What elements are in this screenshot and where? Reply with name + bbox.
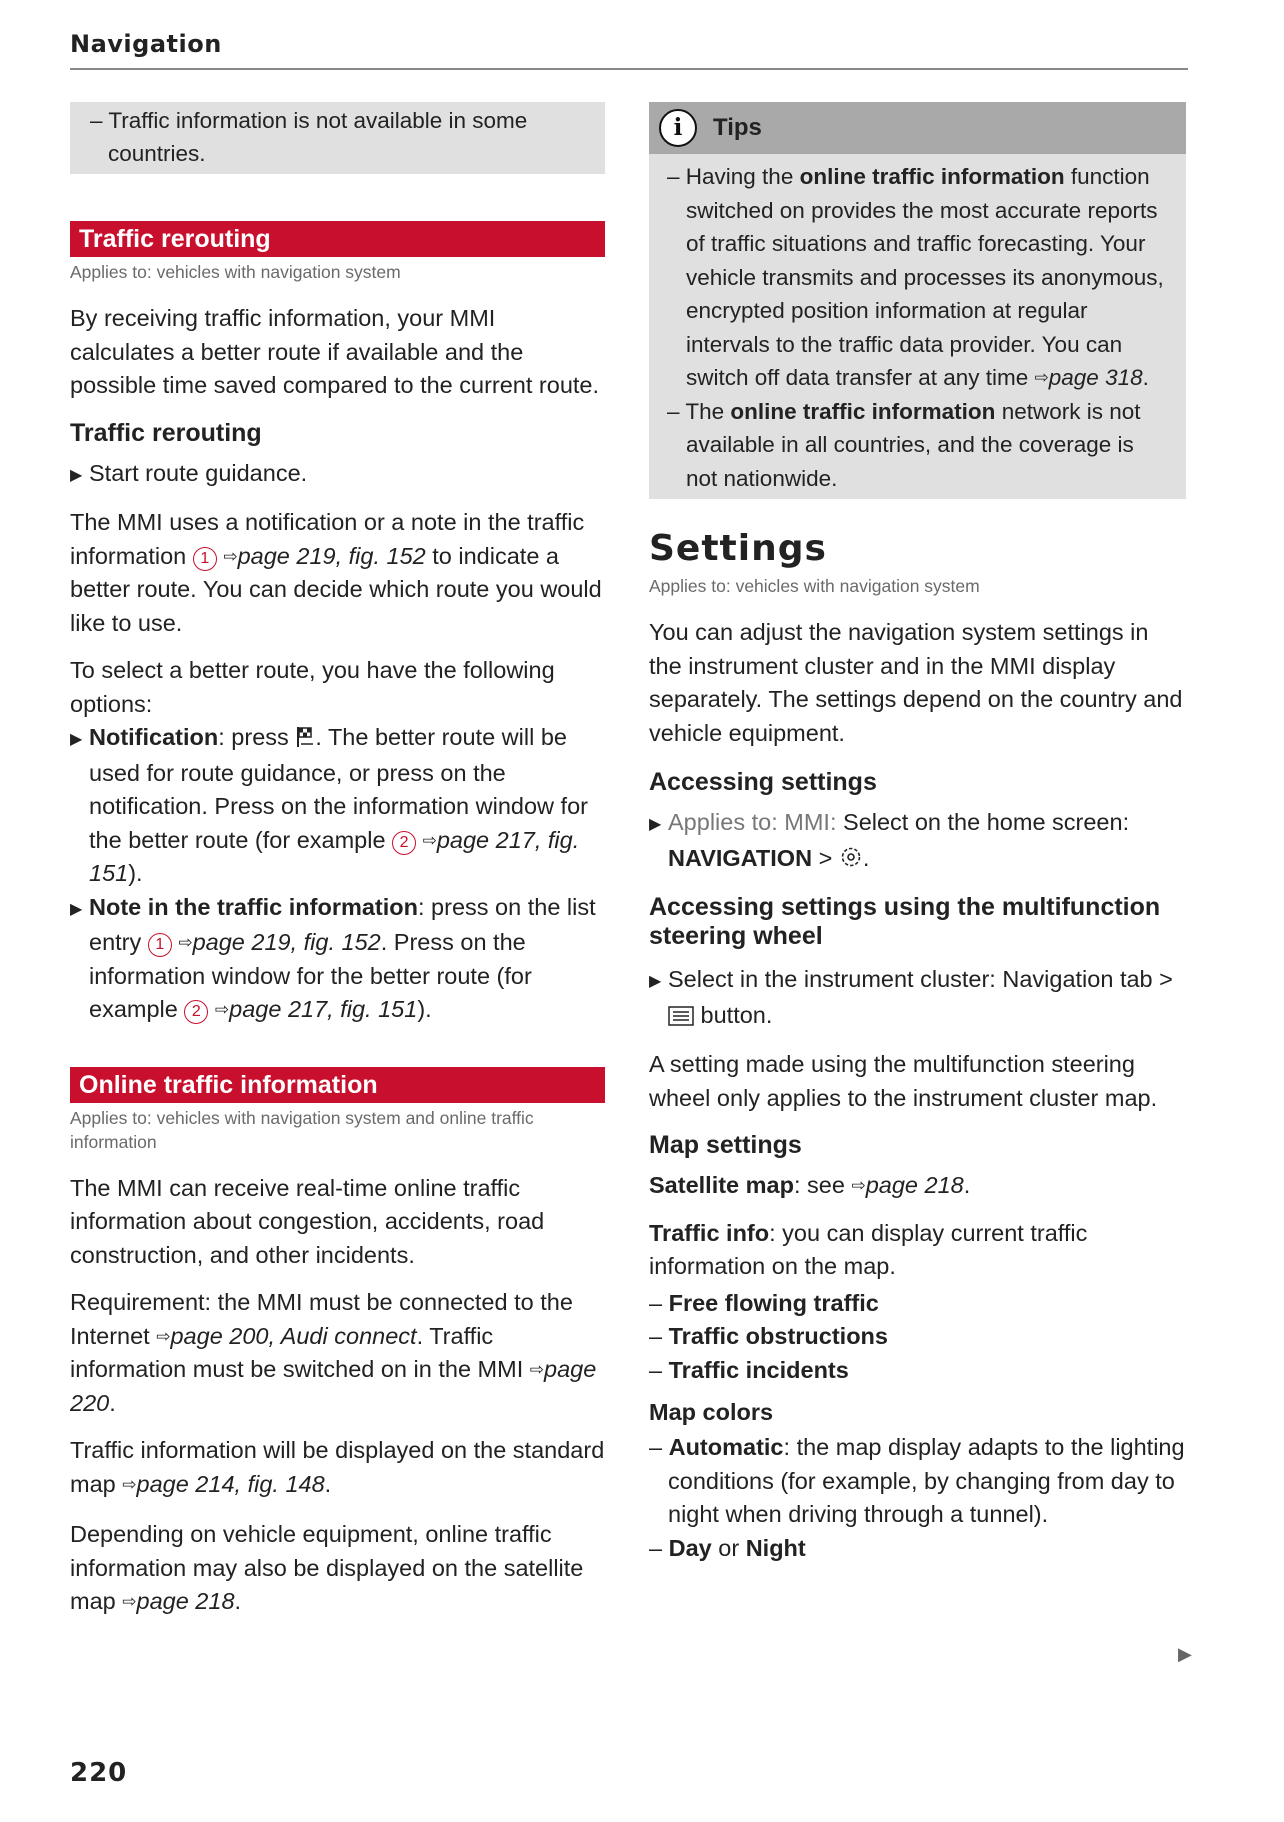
page-reference-link[interactable]: ⇨page 220: [70, 1356, 597, 1416]
tips-header: [649, 102, 1186, 154]
page-reference-link[interactable]: ⇨page 318: [1034, 365, 1143, 390]
left-column: [70, 102, 605, 1619]
right-column: [649, 102, 1186, 1565]
page-reference-link[interactable]: ⇨page 200, Audi connect: [156, 1322, 417, 1349]
tip-item: – Having the online traffic information function switched on provides the most accurate reports of traffic situations and traffic forecasting. Your vehicle transmits and processes its anonymous, encrypted position information at regular intervals to the traffic data provider. You can switch off data transfer at any time ⇨page 318.: [667, 164, 1164, 390]
arrow-right-icon: ⇨: [422, 830, 437, 850]
subheading-accessing-settings: Accessing settings: [649, 768, 877, 796]
bullet-triangle-icon: ▶: [70, 466, 83, 484]
arrow-right-icon: ⇨: [214, 1000, 230, 1019]
online-paragraph-1: The MMI can receive real-time online traffic information about congestion, accidents, road construction, and other incidents.: [70, 1174, 545, 1268]
traffic-info-option: – Traffic obstructions: [649, 1323, 888, 1349]
bullet-triangle-icon: ▶: [649, 816, 662, 833]
page-reference-link[interactable]: ⇨page 219, fig. 152: [178, 929, 381, 955]
arrow-right-icon: ⇨: [122, 1592, 137, 1611]
bullet-triangle-icon: ▶: [70, 731, 83, 748]
navigation-menu-label: NAVIGATION: [668, 844, 813, 871]
settings-gear-icon: [839, 845, 863, 869]
msw-note: A setting made using the multifunction steering wheel only applies to the instrument cluster map.: [649, 1051, 1158, 1111]
tips-box: [649, 102, 1186, 499]
page-header: [70, 30, 1188, 58]
traffic-info-setting: Traffic info: you can display current traffic information on the map.: [649, 1219, 1088, 1279]
traffic-info-option: – Free flowing traffic: [649, 1289, 879, 1316]
section-title-settings: Settings: [649, 528, 827, 569]
callout-2-icon: 2: [184, 1000, 208, 1024]
settings-intro: You can adjust the navigation system settings in the instrument cluster and in the MMI display separately. The settings depend on the country and vehicle equipment.: [649, 619, 1183, 746]
section-heading-traffic-rerouting: Traffic rerouting: [70, 221, 605, 257]
header-title: Navigation: [70, 30, 222, 58]
online-paragraph-4: Depending on vehicle equipment, online traffic information may also be displayed on the satellite map ⇨page 218.: [70, 1521, 584, 1614]
section-heading-online-traffic-information: Online traffic information: [70, 1067, 605, 1103]
page-reference-link[interactable]: ⇨page 217, fig. 151: [89, 826, 580, 886]
page-reference-link[interactable]: ⇨page 218: [851, 1172, 964, 1198]
map-color-day-night: – Day or Night: [649, 1534, 806, 1561]
tip-item: – The online traffic information network is not available in all countries, and the coverage is not nationwide.: [667, 398, 1141, 491]
applies-to-label: Applies to: vehicles with navigation system: [649, 576, 980, 596]
step-multifunction-steering-wheel: ▶ Select in the instrument cluster: Navigation tab > button.: [649, 966, 1173, 1028]
menu-list-icon: [668, 1006, 694, 1026]
satellite-map-setting: Satellite map: see ⇨page 218.: [649, 1172, 971, 1198]
map-color-automatic: – Automatic: the map display adapts to the lighting conditions (for example, by changing from day to night when driving through a tunnel).: [649, 1434, 1185, 1527]
header-rule: [70, 68, 1188, 70]
continued-arrow-icon: ▶: [1178, 1644, 1192, 1664]
tips-body: [649, 154, 1186, 499]
arrow-right-icon: ⇨: [156, 1326, 171, 1346]
page-reference-link[interactable]: ⇨page 218: [122, 1588, 235, 1614]
step-start-route-guidance: ▶ Start route guidance.: [70, 457, 605, 493]
option-notification: ▶ Notification: press . The better route will be used for route guidance, or press on the notification. Press on the information window for the better route (for example 2 ⇨page 217, fig. 151).: [70, 724, 588, 886]
rerouting-paragraph-2: The MMI uses a notification or a note in the traffic information 1 ⇨page 219, fig. 152 to indicate a better route. You can decide which route you would like to use.: [70, 509, 602, 636]
page-reference-link[interactable]: ⇨page 214, fig. 148: [122, 1470, 325, 1497]
bullet-triangle-icon: ▶: [649, 973, 662, 990]
callout-2-icon: 2: [392, 831, 416, 855]
arrow-right-icon: ⇨: [1034, 368, 1049, 387]
page-reference-link[interactable]: ⇨page 217, fig. 151: [214, 996, 418, 1022]
callout-1-icon: 1: [193, 547, 217, 571]
subheading-multifunction-steering-wheel: Accessing settings using the multifunction steering wheel: [649, 893, 1161, 950]
arrow-right-icon: ⇨: [529, 1360, 545, 1379]
option-note-in-traffic-information: ▶ Note in the traffic information: press on the list entry 1 ⇨page 219, fig. 152. Press on the information window for the better route (for example 2 ⇨page 217, fig. 151).: [70, 893, 596, 1022]
route-flag-icon: [295, 726, 315, 748]
applies-to-label: Applies to: vehicles with navigation system: [70, 262, 401, 282]
arrow-right-icon: ⇨: [851, 1176, 866, 1195]
callout-1-icon: 1: [148, 933, 172, 957]
traffic-info-option: – Traffic incidents: [649, 1356, 849, 1383]
note-box: [70, 102, 605, 174]
subheading-map-settings: Map settings: [649, 1131, 802, 1159]
page-number: 220: [70, 1758, 128, 1788]
rerouting-intro: By receiving traffic information, your MMI calculates a better route if available and the possible time saved compared to the current route.: [70, 305, 600, 398]
page-reference-link[interactable]: ⇨page 219, fig. 152: [223, 542, 426, 569]
subheading-traffic-rerouting: Traffic rerouting: [70, 418, 262, 447]
applies-to-label: Applies to: vehicles with navigation system and online traffic information: [70, 1107, 534, 1152]
info-icon: i: [659, 109, 697, 147]
bullet-triangle-icon: ▶: [70, 900, 83, 918]
arrow-right-icon: ⇨: [122, 1474, 137, 1494]
rerouting-paragraph-3: To select a better route, you have the following options:: [70, 657, 555, 717]
note-item: – Traffic information is not available in some countries.: [90, 108, 528, 166]
tips-title: Tips: [713, 114, 762, 141]
arrow-right-icon: ⇨: [178, 933, 193, 952]
online-paragraph-2: Requirement: the MMI must be connected to the Internet ⇨page 200, Audi connect. Traffic information must be switched on in the MMI ⇨page 220.: [70, 1289, 597, 1416]
step-accessing-settings: ▶ Applies to: MMI: Select on the home screen: NAVIGATION > .: [649, 809, 1130, 871]
subheading-map-colors: Map colors: [649, 1399, 774, 1425]
online-paragraph-3: Traffic information will be displayed on the standard map ⇨page 214, fig. 148.: [70, 1437, 605, 1497]
arrow-right-icon: ⇨: [223, 546, 238, 566]
